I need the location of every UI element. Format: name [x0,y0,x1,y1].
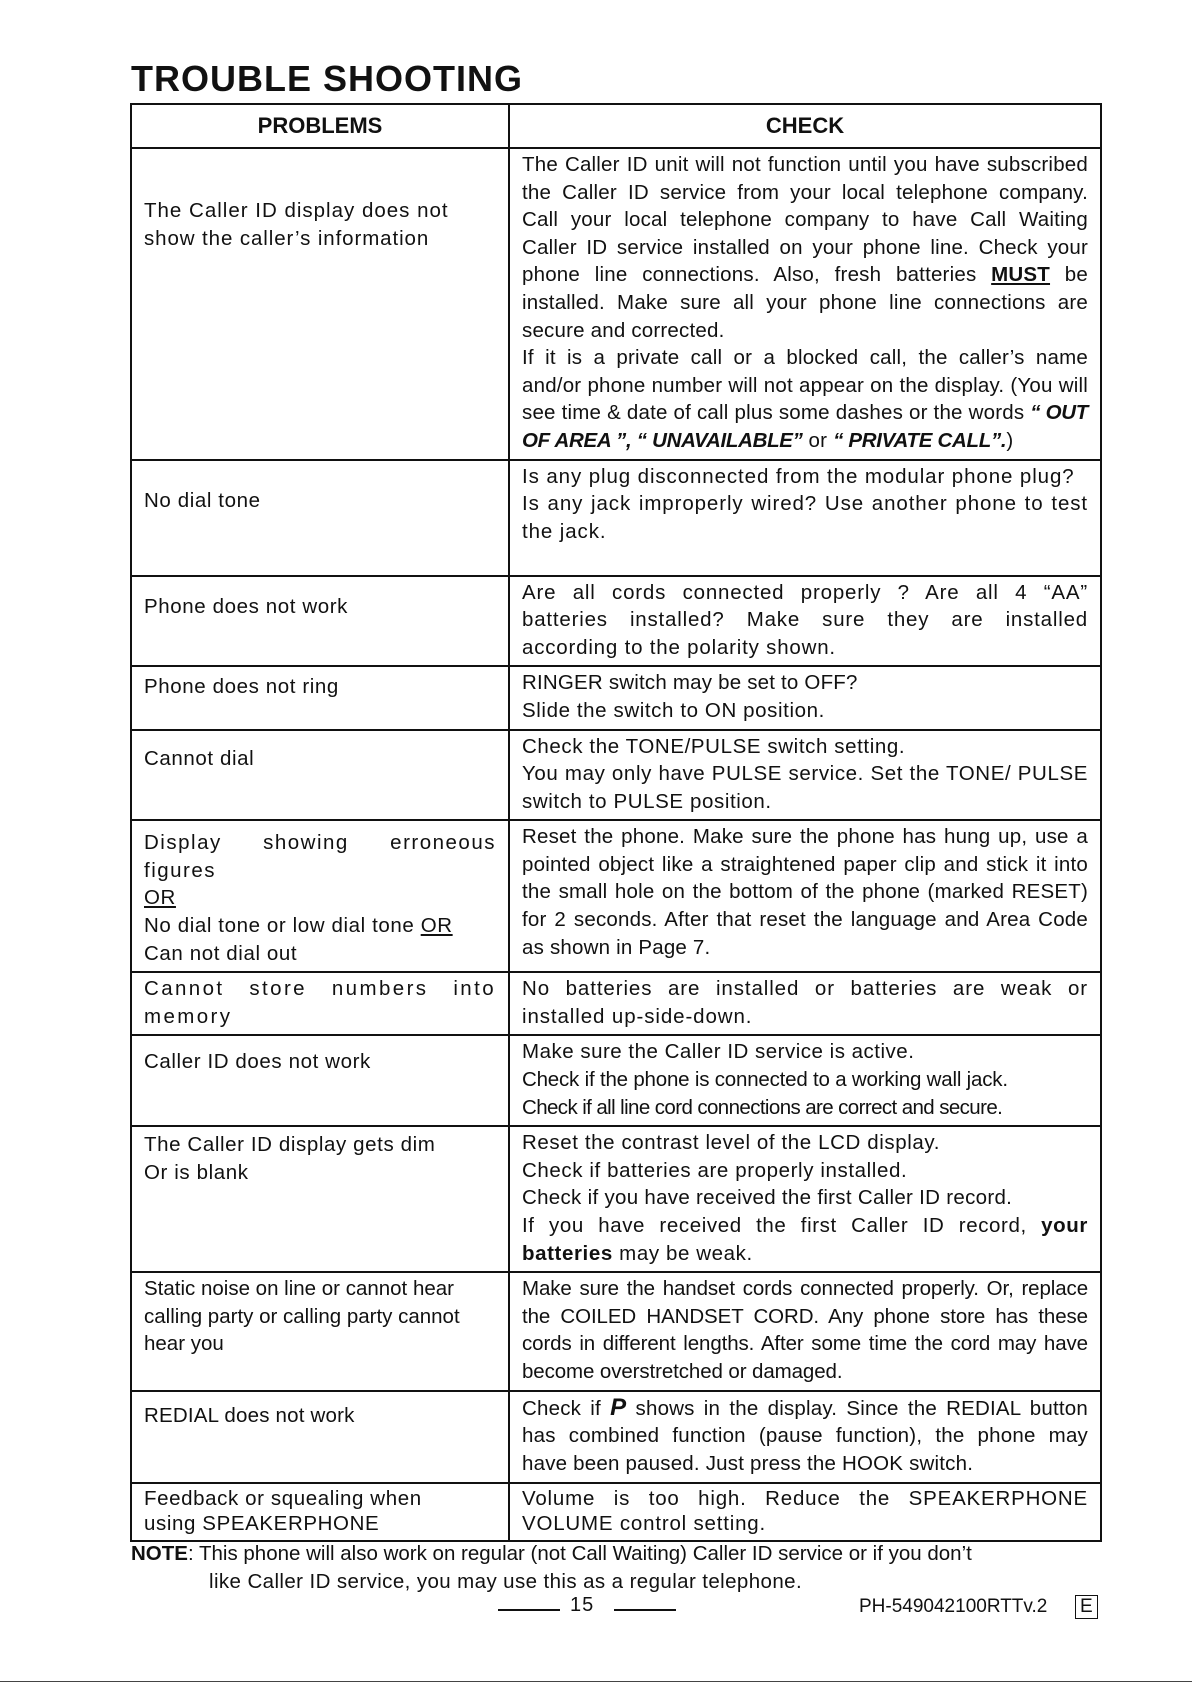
problem-text: No dial tone or low dial tone [144,914,421,938]
problems-header: PROBLEMS [131,104,509,148]
troubleshooting-table [130,103,1102,1542]
check-text: You may only have PULSE service. Set the TONE/ PULSE switch to PULSE position. [522,762,1088,813]
check-cell [509,1035,1101,1126]
check-text: Check the TONE/PULSE switch setting. [522,734,906,758]
check-text: Make sure the Caller ID service is active. [522,1040,915,1064]
page-number-rule-left [498,1609,560,1611]
check-cell [509,1391,1101,1483]
note-text: : This phone will also work on regular (not Call Waiting) Caller ID service or if you don’t [187,1542,972,1565]
or-underlined: OR [144,886,176,910]
problem-text: using SPEAKERPHONE [144,1511,380,1535]
note-paragraph [131,1540,1101,1596]
table-row [131,1272,1101,1390]
table-row [131,1391,1101,1483]
problem-cell [131,576,509,667]
note-text: like Caller ID service, you may use this as a regular telephone. [209,1570,803,1593]
table-row [131,972,1101,1035]
note-label: NOTE [131,1542,188,1565]
problem-text: Cannot store numbers into memory [144,977,496,1028]
problem-text: Phone does not work [144,594,348,618]
table-header-row [131,104,1101,148]
or-underlined: OR [420,914,453,938]
table-row [131,460,1101,576]
problem-text: Display showing erroneous figures [144,831,496,882]
check-text: The Caller ID unit will not function until you have subscribed the Caller ID service from your local telephone company. Call your local telephone company to have Call Waiting Caller ID service installed on your phone line. Check your phone line connections. Also, fresh batteries [522,153,1088,287]
check-text: RINGER switch may be set to OFF? [522,671,858,695]
check-cell [509,148,1101,460]
problem-text: REDIAL does not work [144,1403,355,1427]
check-text: Reset the phone. Make sure the phone has hung up, use a pointed object like a straightened paper clip and stick it into the small hole on the bottom of the phone (marked RESET) for 2 seconds. After that reset the language and Area Code as shown in Page 7. [522,825,1088,959]
page-footer [0,1594,1192,1624]
table-row [131,576,1101,667]
check-cell [509,972,1101,1035]
check-text: Check if you have received the first Caller ID record. [522,1186,1013,1210]
check-text: may be weak. [612,1241,753,1265]
check-text: Slide the switch to ON position. [522,698,825,722]
table-row [131,148,1101,460]
problem-cell [131,1391,509,1483]
must-emphasis: MUST [991,263,1051,287]
table-row [131,666,1101,729]
problem-text: The Caller ID display gets dim [144,1133,436,1157]
problem-text: Feedback or squealing when [144,1486,422,1510]
check-text: Is any jack improperly wired? Use another phone to test the jack. [522,492,1088,543]
pause-p-icon: P [610,1393,627,1421]
problem-text: Static noise on line or cannot hear calling party or calling party cannot hear you [144,1277,460,1356]
your-batteries-emphasis: your batteries [522,1214,1088,1265]
check-text: Reset the contrast level of the LCD display. [522,1131,940,1155]
check-cell [509,1126,1101,1272]
page-title: TROUBLE SHOOTING [131,58,523,99]
problem-text: Caller ID does not work [144,1050,371,1074]
check-cell [509,576,1101,667]
check-text: Are all cords connected properly ? Are all 4 “AA” batteries installed? Make sure they are installed according to the polarity shown. [522,580,1088,659]
table-row [131,1035,1101,1126]
check-text: If it is a private call or a blocked call, the caller’s name and/or phone number will not appear on the display. (You will see time & date of call plus some dashes or the words [522,346,1088,425]
check-text: shows in the display. Since the REDIAL button has combined function (pause function), the phone may have been paused. Just press the HOOK switch. [522,1396,1088,1475]
check-header: CHECK [509,104,1101,148]
problem-cell [131,730,509,821]
check-text: be installed. Make sure all your phone line connections are secure and corrected. [522,263,1088,342]
table-row [131,1126,1101,1272]
check-text: Check if all line cord connections are correct and secure. [522,1095,1003,1119]
problem-cell [131,666,509,729]
table-row [131,1483,1101,1541]
check-cell [509,1272,1101,1390]
check-text: Check if the phone is connected to a working wall jack. [522,1068,1008,1092]
problem-cell [131,1483,509,1541]
check-cell [509,730,1101,821]
page-number: 15 [570,1594,595,1616]
problem-text: No dial tone [144,488,261,512]
check-text: or [802,428,834,452]
problem-cell [131,148,509,460]
problem-text: Or is blank [144,1160,249,1184]
problem-cell [131,1126,509,1272]
problem-text: Cannot dial [144,746,255,770]
check-text: Check if batteries are properly installed. [522,1158,908,1182]
problem-cell [131,1035,509,1126]
problem-text: The Caller ID display does not [144,199,449,222]
check-text: Is any plug disconnected from the modular phone plug? [522,464,1075,488]
problem-text: Can not dial out [144,941,298,965]
private-call-text: “ PRIVATE CALL”. [833,428,1007,452]
check-text: Make sure the handset cords connected properly. Or, replace the COILED HANDSET CORD. Any phone store has these cords in different lengths. After some time the cord may have become overstretched or damaged. [522,1277,1088,1383]
check-text: Check if [522,1396,611,1420]
language-badge: E [1075,1595,1098,1619]
document-id: PH-549042100RTTv.2 [859,1596,1048,1617]
check-text: Volume is too high. Reduce the SPEAKERPHONE VOLUME control setting. [522,1486,1088,1535]
problem-cell [131,972,509,1035]
out-of-area-text: “ OUT OF AREA ”, “ UNAVAILABLE” [522,401,1089,452]
table-row [131,730,1101,821]
problem-text: show the caller’s information [144,226,430,250]
problem-cell [131,1272,509,1390]
table-row [131,820,1101,972]
page-number-rule-right [614,1609,676,1611]
bottom-rule [0,1681,1192,1682]
check-text: ) [1006,428,1014,452]
problem-cell [131,820,509,972]
check-text: No batteries are installed or batteries are weak or installed up-side-down. [522,977,1088,1028]
check-cell [509,460,1101,576]
check-cell [509,1483,1101,1541]
check-text: If you have received the first Caller ID record, [522,1214,1042,1237]
problem-cell [131,460,509,576]
check-cell [509,820,1101,972]
problem-text: Phone does not ring [144,675,339,699]
check-cell [509,666,1101,729]
